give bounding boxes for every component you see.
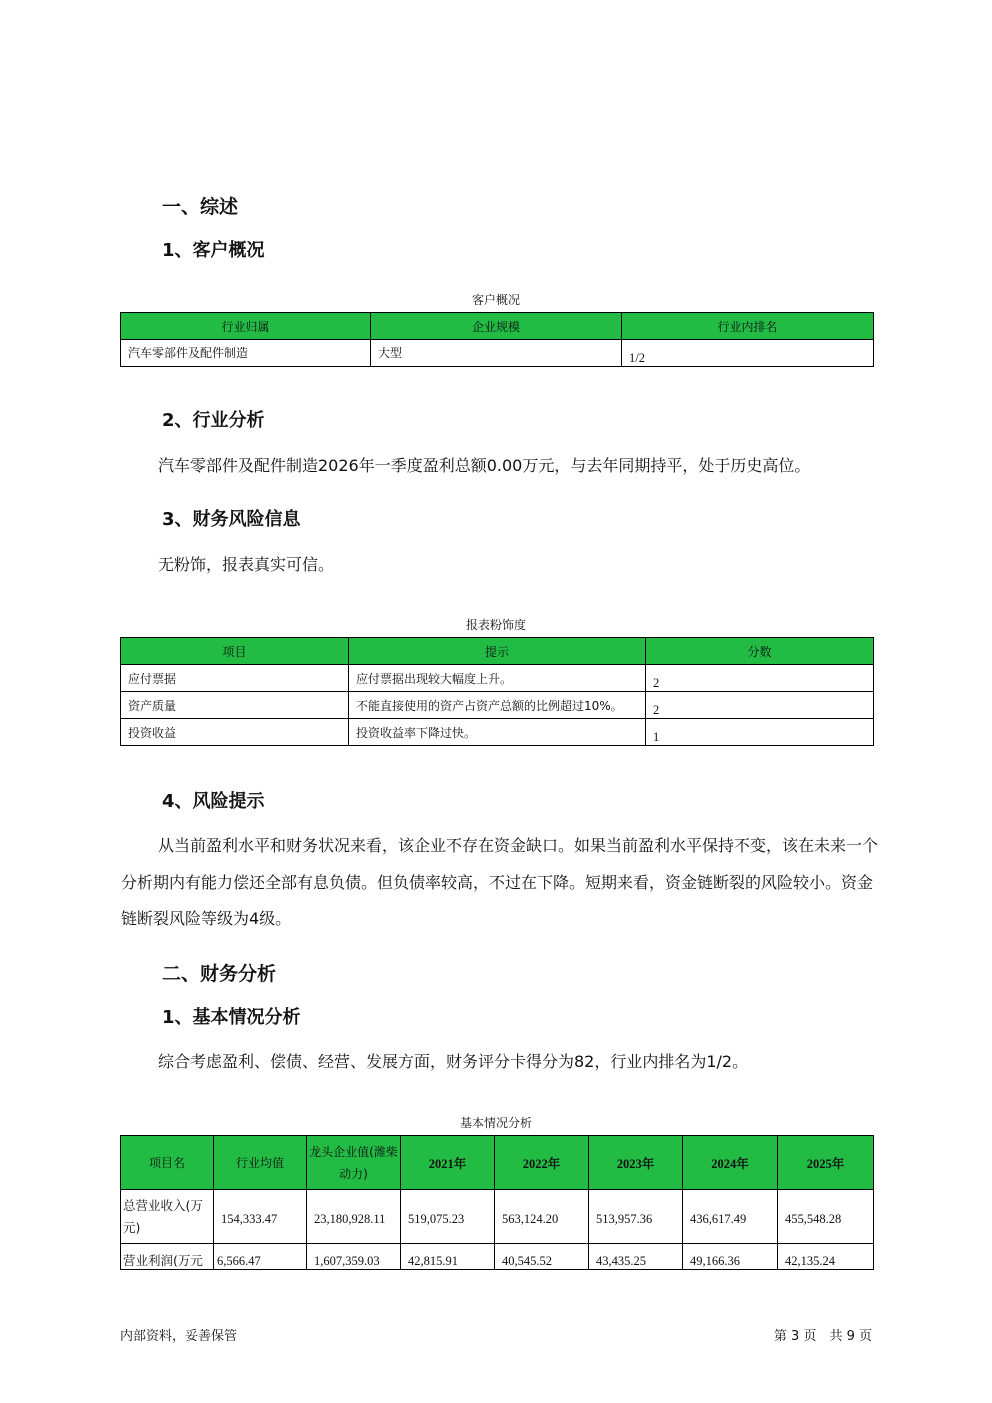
basic-header-industry-avg: 行业均值 — [214, 1136, 307, 1190]
basic-cell-value: 23,180,928.11 — [307, 1190, 401, 1244]
table-row — [121, 1244, 874, 1270]
customer-header-rank: 行业内排名 — [622, 313, 874, 340]
customer-cell-industry: 汽车零部件及配件制造 — [121, 340, 371, 367]
basic-cell-value: 154,333.47 — [214, 1190, 307, 1244]
basic-header-item: 项目名 — [121, 1136, 214, 1190]
footer-page-number: 第 3 页 共 9 页 — [773, 1329, 872, 1344]
subsection-title-industry: 2、行业分析 — [162, 410, 265, 431]
risk-tip-text: 从当前盈利水平和财务状况来看，该企业不存在资金缺口。如果当前盈利水平保持不变，该在未来一个分析期内有能力偿还全部有息负债。但负债率较高，不过在下降。短期来看，资金链断裂的风险较小。资金链断裂风险等级为4级。 — [121, 836, 879, 928]
embellish-table-caption: 报表粉饰度 — [465, 618, 526, 632]
basic-cell-value: 42,815.91 — [401, 1244, 495, 1270]
risk-info-text: 无粉饰，报表真实可信。 — [158, 555, 335, 574]
table-row — [121, 719, 874, 746]
basic-table-caption: 基本情况分析 — [459, 1116, 532, 1130]
basic-cell-value: 563,124.20 — [495, 1190, 589, 1244]
table-row — [121, 692, 874, 719]
subsection-title-basic: 1、基本情况分析 — [162, 1007, 301, 1028]
section-title-overview: 一、综述 — [162, 196, 239, 218]
table-row — [121, 1190, 874, 1244]
embellish-cell-score: 2 — [646, 665, 874, 692]
basic-cell-value: 6,566.47 — [214, 1244, 307, 1270]
basic-header-year: 2023年 — [589, 1136, 683, 1190]
embellish-header-item: 项目 — [121, 638, 349, 665]
embellish-cell-item: 应付票据 — [121, 665, 349, 692]
customer-table — [120, 312, 874, 367]
customer-cell-scale: 大型 — [371, 340, 622, 367]
embellish-cell-item: 资产质量 — [121, 692, 349, 719]
basic-cell-value: 436,617.49 — [683, 1190, 778, 1244]
basic-header-year: 2024年 — [683, 1136, 778, 1190]
customer-cell-rank: 1/2 — [622, 340, 874, 367]
embellish-table — [120, 637, 874, 746]
basic-cell-value: 43,435.25 — [589, 1244, 683, 1270]
basic-cell-value: 42,135.24 — [778, 1244, 874, 1270]
table-row — [121, 340, 874, 367]
basic-cell-value: 40,545.52 — [495, 1244, 589, 1270]
industry-analysis-text: 汽车零部件及配件制造2026年一季度盈利总额0.00万元，与去年同期持平，处于历史高位。 — [158, 456, 811, 475]
basic-cell-value: 455,548.28 — [778, 1190, 874, 1244]
footer-left-note: 内部资料，妥善保管 — [120, 1329, 238, 1344]
basic-cell-value: 519,075.23 — [401, 1190, 495, 1244]
embellish-cell-hint: 不能直接使用的资产占资产总额的比例超过10%。 — [349, 692, 646, 719]
basic-header-year: 2022年 — [495, 1136, 589, 1190]
basic-header-leader: 龙头企业值(潍柴动力) — [307, 1136, 401, 1190]
embellish-cell-hint: 投资收益率下降过快。 — [349, 719, 646, 746]
section-title-financial: 二、财务分析 — [162, 963, 277, 985]
basic-table — [120, 1135, 874, 1270]
subsection-title-risk-info: 3、财务风险信息 — [162, 509, 301, 530]
basic-cell-item: 营业利润(万元 — [121, 1244, 214, 1270]
customer-header-industry: 行业归属 — [121, 313, 371, 340]
embellish-header-score: 分数 — [646, 638, 874, 665]
basic-cell-value: 513,957.36 — [589, 1190, 683, 1244]
embellish-cell-hint: 应付票据出现较大幅度上升。 — [349, 665, 646, 692]
subsection-title-customer: 1、客户概况 — [162, 240, 265, 261]
embellish-cell-score: 1 — [646, 719, 874, 746]
basic-analysis-text: 综合考虑盈利、偿债、经营、发展方面，财务评分卡得分为82，行业内排名为1/2。 — [158, 1052, 749, 1071]
embellish-cell-item: 投资收益 — [121, 719, 349, 746]
subsection-title-risk-tip: 4、风险提示 — [162, 791, 265, 812]
basic-cell-item: 总营业收入(万元) — [121, 1190, 214, 1244]
basic-header-year: 2025年 — [778, 1136, 874, 1190]
table-row — [121, 665, 874, 692]
embellish-cell-score: 2 — [646, 692, 874, 719]
customer-table-caption: 客户概况 — [471, 293, 520, 307]
basic-header-year: 2021年 — [401, 1136, 495, 1190]
embellish-header-hint: 提示 — [349, 638, 646, 665]
customer-header-scale: 企业规模 — [371, 313, 622, 340]
basic-cell-value: 49,166.36 — [683, 1244, 778, 1270]
basic-cell-value: 1,607,359.03 — [307, 1244, 401, 1270]
